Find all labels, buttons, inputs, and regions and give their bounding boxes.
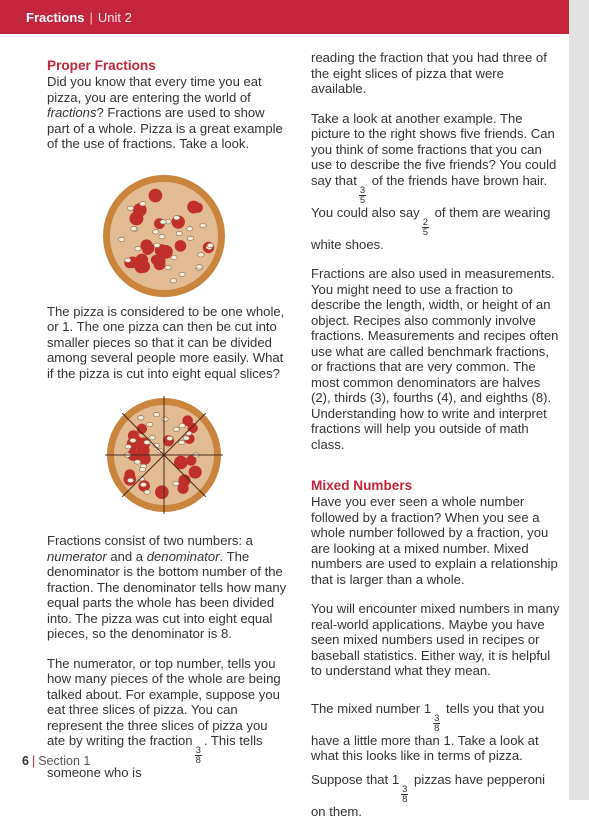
text-run: of the friends have brown hair. You could also say: [311, 172, 548, 220]
five-friends-paragraph: [311, 111, 561, 253]
mushroom-topping: [130, 438, 136, 442]
mushroom-topping: [173, 427, 179, 431]
mushroom-topping: [131, 226, 137, 230]
pepperoni-topping: [142, 244, 153, 255]
pepperoni-topping: [137, 260, 150, 273]
mushroom-topping: [167, 436, 173, 440]
real-world-paragraph: You will encounter mixed numbers in many real-world applications. Maybe you have seen mixed numbers used in recipes or baseball statistics. Either way, it is helpful to understand what they mean.: [311, 601, 560, 678]
text-run: pizzas have pepperoni on them.: [311, 771, 546, 819]
pizza-whole-paragraph: The pizza is considered to be one whole, or 1. The one pizza can then be cut into smaller pieces so that it can be divided among several people more easily. What if the pizza is cut into eight equal slices?: [47, 303, 285, 381]
fraction-three-eighths: [195, 746, 202, 765]
measurements-paragraph: Fractions are also used in measurements. You might need to use a fraction to describe the length, width, or height of an object. Recipes also commonly involve fractions. Measurements and recipes often use what are called benchmark fractions, or fractions that are very common. The most common denominators are halves (2), thirds (3), fourths (4), and eighths (8). Understanding how to write and interpret fractions will help you outside of math class.: [311, 266, 559, 452]
intro-paragraph: [47, 74, 289, 152]
continued-paragraph: reading the fraction that you had three of the eight slices of pizza that were available.: [311, 50, 547, 96]
mushroom-topping: [153, 229, 159, 233]
emphasis-numerator: numerator: [47, 548, 107, 564]
mushroom-topping: [179, 272, 185, 276]
page-edge-strip: [569, 0, 589, 800]
pepperoni-topping: [175, 240, 187, 252]
fraction-denominator: 5: [422, 226, 429, 238]
page-number: 6: [22, 754, 29, 768]
mushroom-topping: [198, 252, 204, 256]
text-run: The mixed number: [311, 700, 421, 716]
text-run: and a: [106, 548, 147, 564]
text-run: The numerator, or top number, tells you how many pieces of the whole are being talked about. For example, suppose you eat three slices of pizza. You can represent the three slices of pizza you ate by writing the fraction: [47, 655, 281, 748]
text-run: of them are wearing white shoes.: [311, 204, 551, 252]
mushroom-topping: [135, 246, 141, 250]
mushroom-topping: [144, 490, 150, 494]
mushroom-topping: [171, 255, 177, 259]
fraction-denominator: 8: [434, 722, 440, 734]
fraction-denominator: 8: [402, 793, 408, 805]
mushroom-topping: [207, 243, 213, 247]
mushroom-topping: [179, 440, 185, 444]
emphasis-fractions: fractions: [47, 105, 97, 120]
mushroom-topping: [149, 435, 155, 439]
pepperoni-topping: [187, 200, 200, 213]
mixed-number-intro-paragraph: Have you ever seen a whole number followed by a fraction? When you see a whole number followed by a fraction, you are looking at a mixed number. Mixed numbers are used to explain a relationship that is larger than a whole.: [311, 494, 558, 587]
mushroom-topping: [159, 234, 165, 238]
mushroom-topping: [154, 243, 160, 247]
pepperoni-topping: [155, 485, 169, 499]
fraction-numerator: 3: [195, 745, 201, 756]
mushroom-topping: [176, 231, 182, 235]
mushroom-topping: [165, 265, 171, 269]
right-column: [311, 50, 561, 833]
unit-title: Fractions: [26, 9, 85, 25]
pepperoni-paragraph: [311, 772, 561, 820]
pepperoni-topping: [189, 466, 202, 479]
mushroom-topping: [173, 481, 179, 485]
mushroom-topping: [170, 278, 176, 282]
mushroom-topping: [127, 206, 133, 210]
header-separator: |: [89, 9, 93, 25]
mushroom-topping: [140, 482, 146, 486]
mushroom-topping: [140, 201, 146, 205]
mixed-number-whole: 1: [391, 771, 400, 787]
mixed-number-whole: 1: [423, 700, 432, 716]
mushroom-topping: [125, 445, 131, 449]
text-run: ? Fractions are used to show part of a whole. Pizza is a great example of the use of fractions. Take a look.: [47, 105, 283, 151]
text-run: Did you know that every time you eat pizza, you are entering the world of: [47, 74, 262, 105]
text-run: . The denominator is the bottom number of the fraction. The denominator tells how many equal parts the whole has been divided into. The pizza was cut into eight equal pieces, so the denominator is 8.: [47, 548, 287, 641]
sliced-pizza-image: [47, 395, 289, 523]
left-column: [47, 58, 289, 795]
proper-fractions-heading: Proper Fractions: [47, 58, 156, 73]
pepperoni-topping: [155, 255, 166, 266]
mushroom-topping: [119, 237, 125, 241]
mushroom-topping: [139, 467, 145, 471]
fraction-numerator: 3: [359, 184, 366, 196]
mushroom-topping: [196, 264, 202, 268]
fraction-two-fifths: [422, 218, 429, 237]
mushroom-topping: [200, 223, 206, 227]
unit-header-bar: [0, 0, 569, 34]
mixed-number-example-paragraph: [311, 701, 561, 764]
mushroom-topping: [147, 422, 153, 426]
fraction-three-eighths: [401, 785, 408, 804]
fraction-denominator: 8: [195, 755, 201, 766]
page-footer: [22, 754, 90, 768]
mushroom-topping: [160, 219, 166, 223]
mushroom-topping: [187, 226, 193, 230]
section-label: Section 1: [38, 754, 91, 768]
text-run: Take a look at another example. The picture to the right shows five friends. Can you think of some fractions that you can use to describe the five friends? You could say that: [311, 110, 557, 188]
text-run: Fractions consist of two numbers: a: [47, 533, 253, 548]
mushroom-topping: [173, 215, 179, 219]
fraction-three-fifths: [359, 186, 366, 205]
fraction-denominator: 5: [359, 194, 366, 206]
whole-pizza-image: [47, 166, 289, 304]
footer-separator: |: [31, 754, 36, 768]
fraction-numerator: 3: [402, 783, 408, 795]
mushroom-topping: [179, 424, 185, 428]
pepperoni-topping: [129, 211, 143, 225]
mushroom-topping: [138, 416, 144, 420]
fraction-three-eighths: [433, 714, 440, 733]
mixed-numbers-heading: Mixed Numbers: [311, 478, 413, 493]
mushroom-topping: [125, 257, 131, 261]
mushroom-topping: [187, 236, 193, 240]
numerator-denominator-paragraph: [47, 533, 289, 642]
emphasis-denominator: denominator: [146, 548, 220, 564]
mushroom-topping: [162, 417, 168, 421]
mushroom-topping: [183, 436, 189, 440]
pepperoni-topping: [149, 188, 163, 202]
fraction-numerator: 3: [434, 712, 440, 724]
mushroom-topping: [185, 431, 191, 435]
text-run: . This tells someone who is: [47, 733, 263, 780]
unit-label: Unit 2: [97, 9, 132, 25]
mushroom-topping: [134, 460, 140, 464]
mushroom-topping: [127, 478, 133, 482]
text-run: Suppose that: [311, 771, 389, 787]
text-run: tells you that you have a little more than 1. Take a look at what this looks like in terms of pizza.: [311, 700, 545, 763]
mushroom-topping: [153, 412, 159, 416]
fraction-numerator: 2: [422, 216, 429, 228]
